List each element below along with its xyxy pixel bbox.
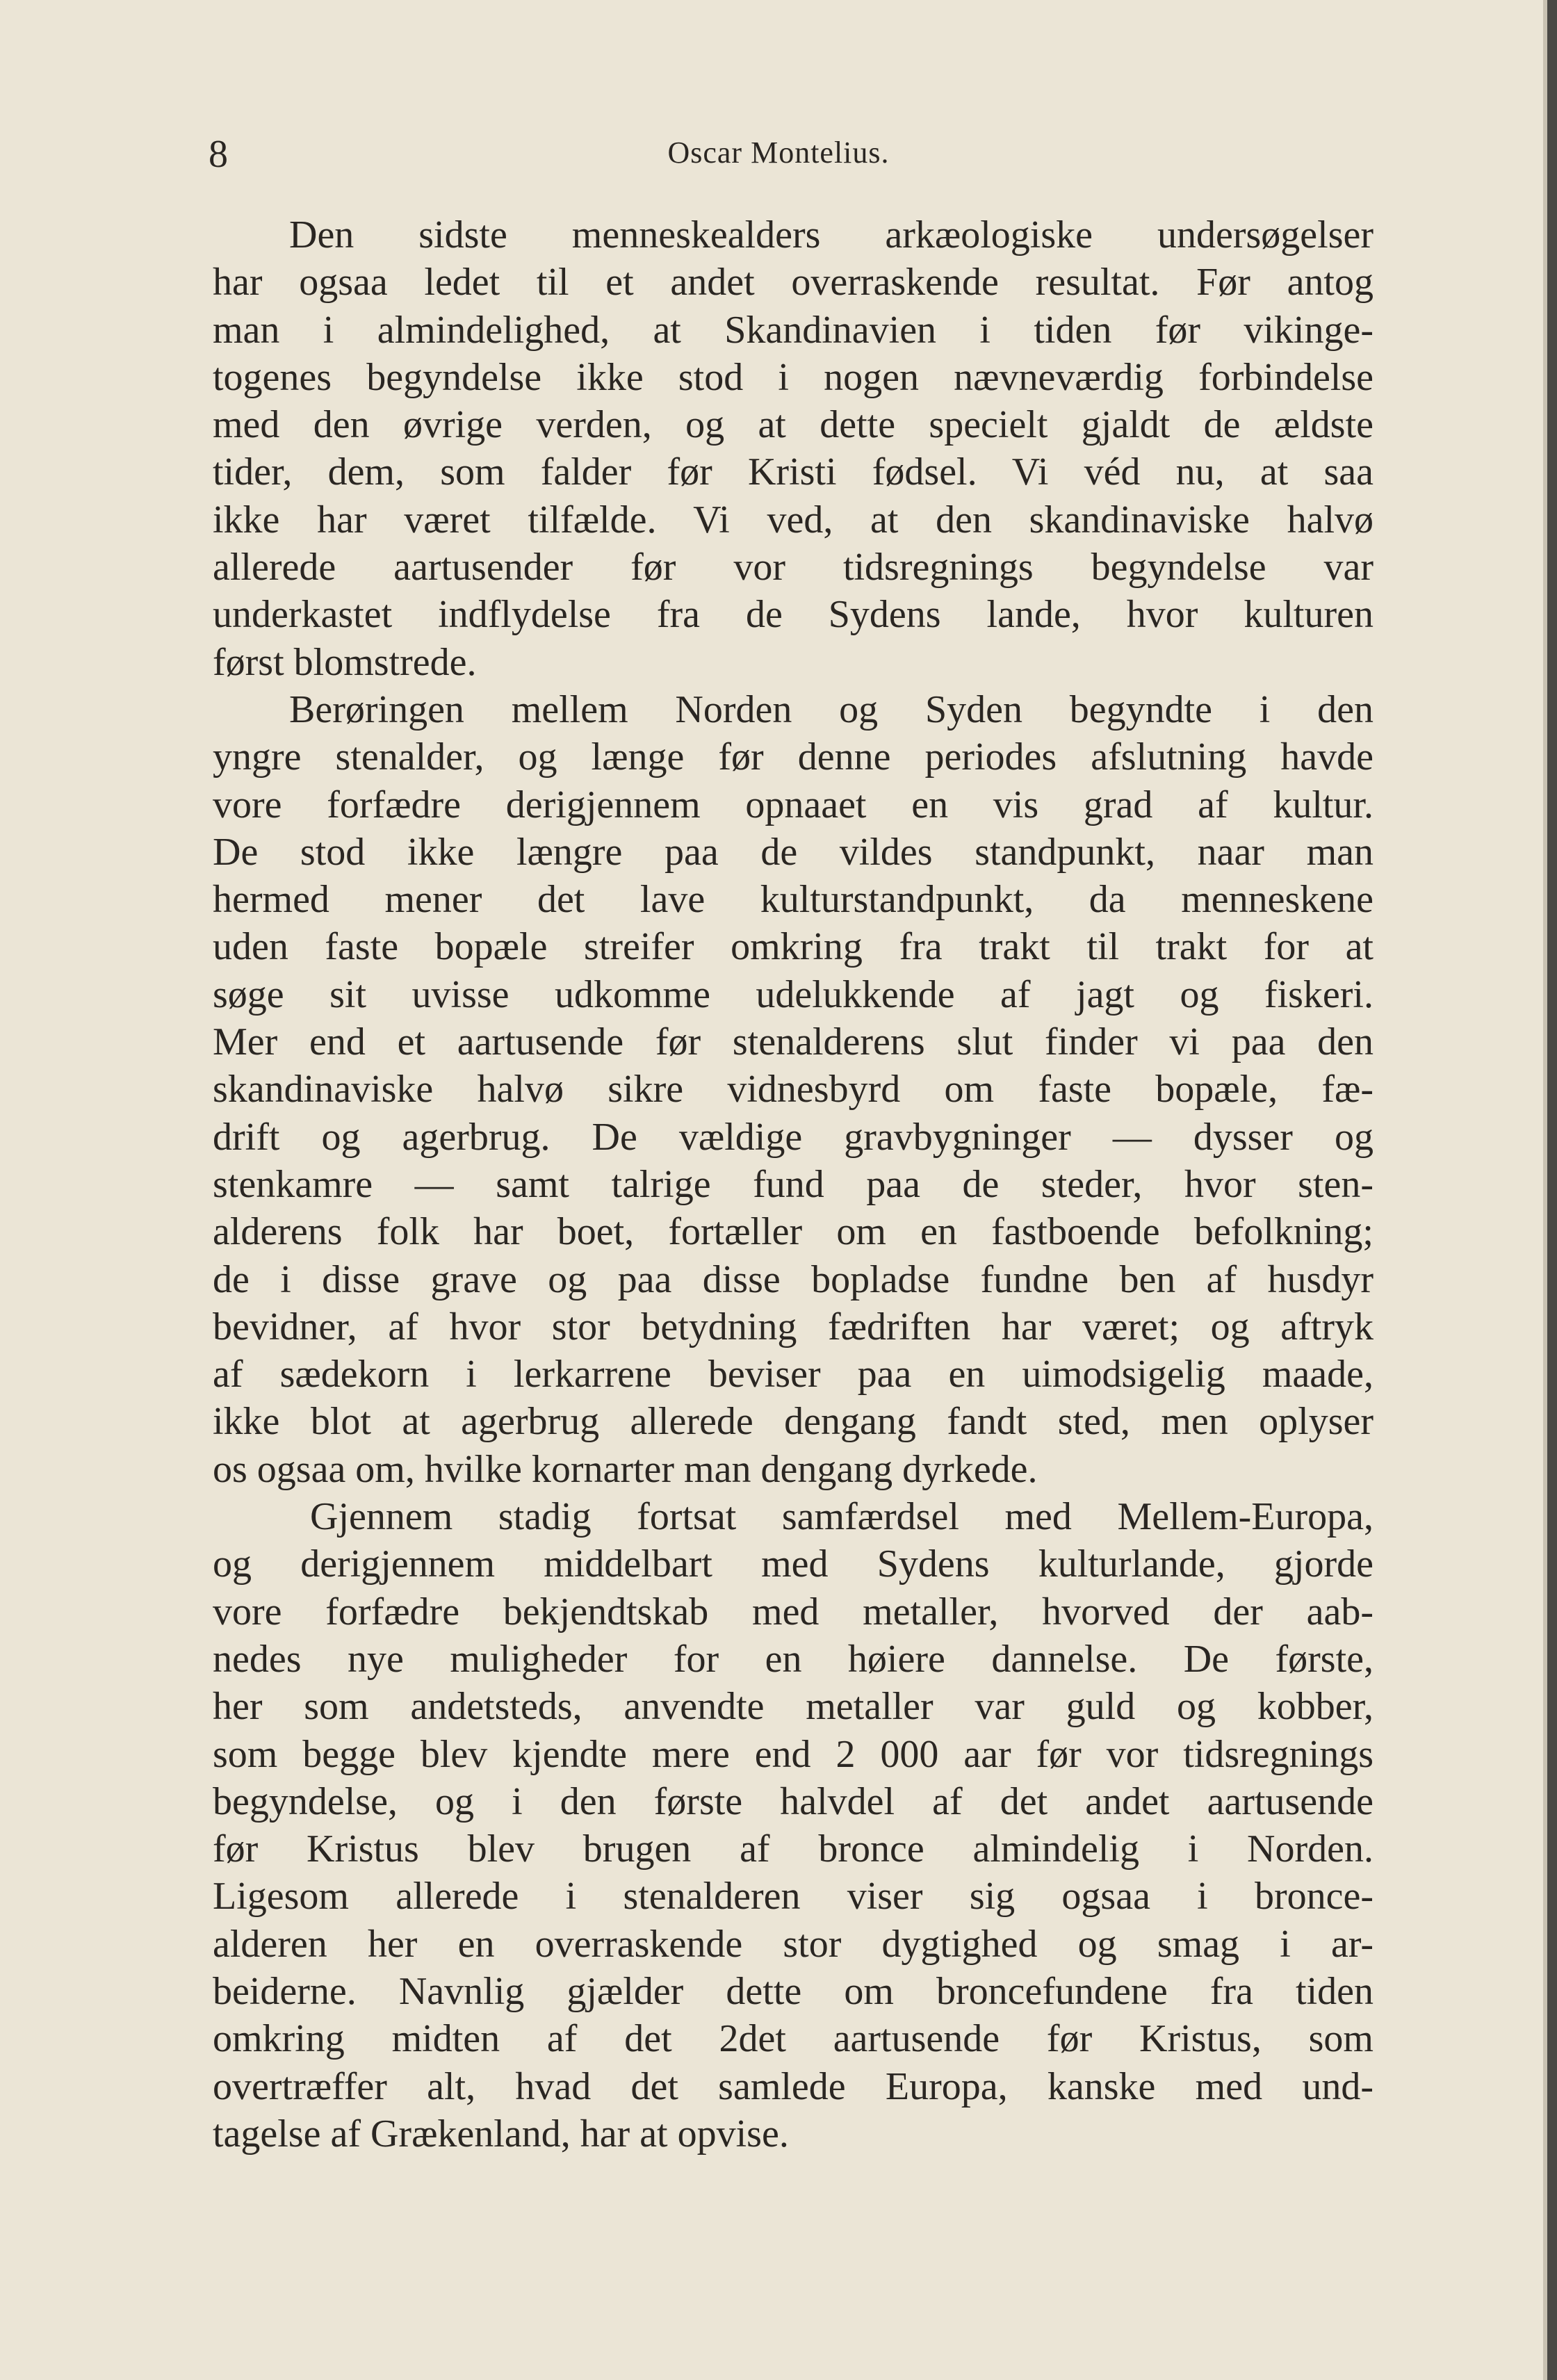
- text-line: overtræffer alt, hvad det samlede Europa, kanske med und-: [213, 2064, 1373, 2108]
- text-line: hermed mener det lave kulturstandpunkt, da menneskene: [213, 878, 1373, 922]
- text-line: Gjennem stadig fortsat samfærdsel med Mellem-Europa,: [310, 1495, 1373, 1539]
- text-line: her som andetsteds, anvendte metaller var guld og kobber,: [213, 1685, 1373, 1729]
- text-line: Mer end et aartusende før stenalderens slut finder vi paa den: [213, 1020, 1373, 1064]
- text-line: bevidner, af hvor stor betydning fædriften har været; og aftryk: [213, 1305, 1373, 1348]
- text-line: søge sit uvisse udkomme udelukkende af jagt og fiskeri.: [213, 972, 1373, 1016]
- paragraph: [213, 1493, 1373, 2158]
- text-line: som begge blev kjendte mere end 2 000 aar før vor tidsregnings: [213, 1732, 1373, 1776]
- body-text: [213, 211, 1373, 2158]
- text-line: Ligesom allerede i stenalderen viser sig ogsaa i bronce-: [213, 1875, 1373, 1918]
- text-line: vore forfædre derigjennem opnaaet en vis grad af kultur.: [213, 783, 1373, 826]
- text-line: os ogsaa om, hvilke kornarter man dengang dyrkede.: [213, 1447, 1038, 1491]
- text-line: Berøringen mellem Norden og Syden begyndte i den: [289, 687, 1373, 731]
- text-line: underkastet indflydelse fra de Sydens lande, hvor kulturen: [213, 593, 1373, 637]
- text-line: ikke har været tilfælde. Vi ved, at den skandinaviske halvø: [213, 498, 1373, 541]
- text-line: omkring midten af det 2det aartusende før Kristus, som: [213, 2017, 1373, 2061]
- text-line: uden faste bopæle streifer omkring fra trakt til trakt for at: [213, 925, 1373, 969]
- paragraph: [213, 686, 1373, 1493]
- text-line: og derigjennem middelbart med Sydens kulturlande, gjorde: [213, 1542, 1373, 1586]
- text-line: skandinaviske halvø sikre vidnesbyrd om faste bopæle, fæ-: [213, 1068, 1373, 1111]
- text-line: yngre stenalder, og længe før denne periodes afslutning havde: [213, 735, 1373, 779]
- text-line: stenkamre — samt talrige fund paa de steder, hvor sten-: [213, 1162, 1373, 1206]
- text-line: alderen her en overraskende stor dygtighed og smag i ar-: [213, 1922, 1373, 1966]
- text-line: de i disse grave og paa disse bopladse fundne ben af husdyr: [213, 1257, 1373, 1301]
- paragraph: [213, 211, 1373, 686]
- text-line: De stod ikke længre paa de vildes standpunkt, naar man: [213, 830, 1373, 874]
- page-number: 8: [209, 133, 228, 176]
- text-line: man i almindelighed, at Skandinavien i tiden før vikinge-: [213, 308, 1373, 352]
- text-line: nedes nye muligheder for en høiere dannelse. De første,: [213, 1637, 1373, 1681]
- text-line: alderens folk har boet, fortæller om en fastboende befolkning;: [213, 1210, 1373, 1254]
- text-line: tagelse af Grækenland, har at opvise.: [213, 2112, 789, 2155]
- text-line: vore forfædre bekjendtskab med metaller, hvorved der aab-: [213, 1590, 1373, 1633]
- text-line: begyndelse, og i den første halvdel af det andet aartusende: [213, 1779, 1373, 1823]
- running-head: Oscar Montelius.: [667, 136, 890, 170]
- text-line: togenes begyndelse ikke stod i nogen nævneværdig forbindelse: [213, 355, 1373, 399]
- text-line: før Kristus blev brugen af bronce almindelig i Norden.: [213, 1827, 1373, 1871]
- text-line: allerede aartusender før vor tidsregnings begyndelse var: [213, 546, 1373, 589]
- text-line: af sædekorn i lerkarrene beviser paa en uimodsigelig maade,: [213, 1353, 1373, 1396]
- text-line: først blomstrede.: [213, 640, 477, 684]
- text-line: har ogsaa ledet til et andet overraskende resultat. Før antog: [213, 261, 1373, 304]
- text-line: med den øvrige verden, og at dette specielt gjaldt de ældste: [213, 403, 1373, 447]
- text-line: ikke blot at agerbrug allerede dengang fandt sted, men oplyser: [213, 1400, 1373, 1444]
- book-edge: [1547, 0, 1557, 2380]
- text-line: beiderne. Navnlig gjælder dette om broncefundene fra tiden: [213, 1969, 1373, 2013]
- text-line: Den sidste menneskealders arkæologiske undersøgelser: [289, 213, 1373, 256]
- text-line: tider, dem, som falder før Kristi fødsel. Vi véd nu, at saa: [213, 450, 1373, 494]
- text-line: drift og agerbrug. De vældige gravbygninger — dysser og: [213, 1115, 1373, 1159]
